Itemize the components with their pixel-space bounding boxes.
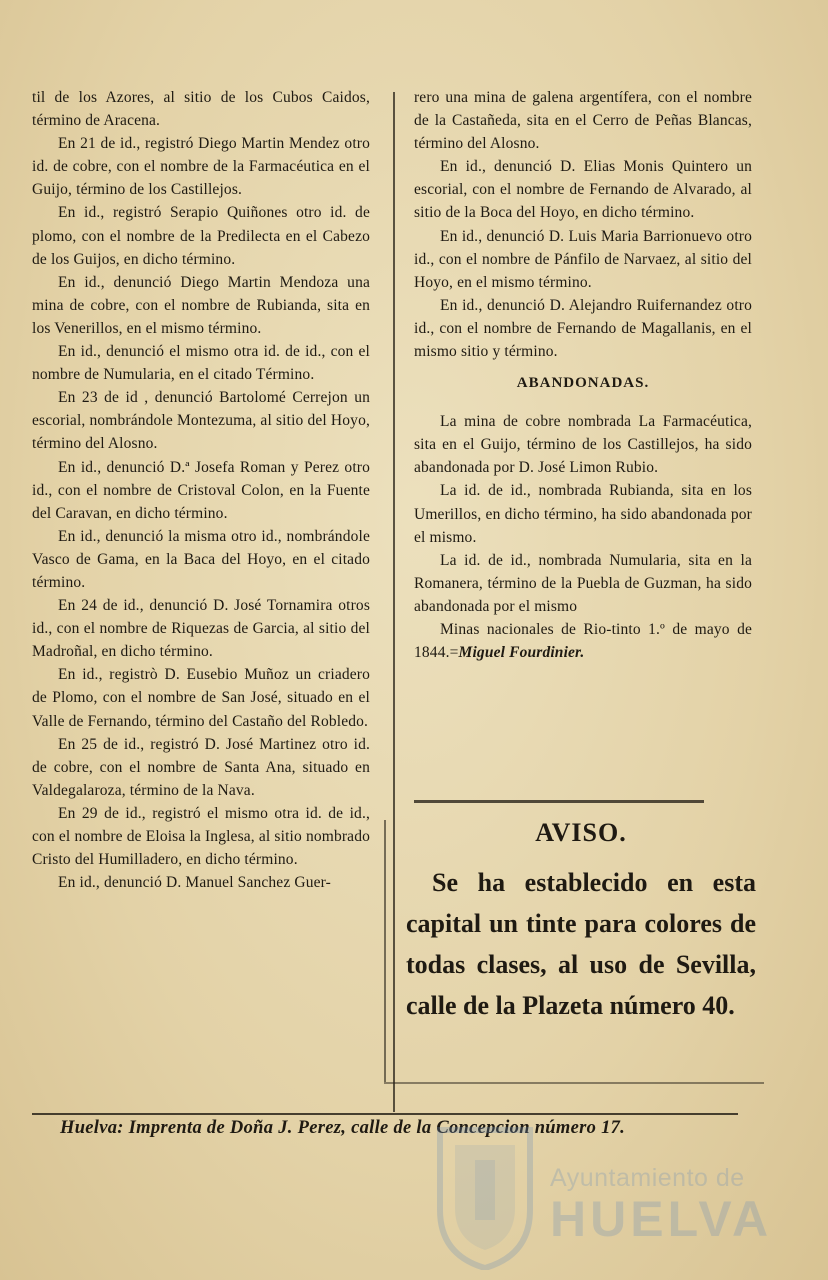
aviso-left-rule: [384, 820, 386, 1082]
left-paragraph: til de los Azores, al sitio de los Cubos Caidos, término de Aracena.: [32, 89, 370, 130]
right-column: [414, 86, 752, 664]
closing-line: [414, 618, 752, 664]
aviso-notice: [406, 818, 756, 1026]
aviso-body: Se ha establecido en esta capital un tinte para colores de todas clases, al uso de Sevilla, calle de la Plazeta número 40.: [406, 868, 756, 1020]
abandoned-paragraph: La id. de id., nombrada Numularia, sita en la Romanera, término de la Puebla de Guzman, ha sido abandonada por el mismo: [414, 551, 752, 615]
footer-rule: [32, 1113, 738, 1115]
abandoned-paragraph: La mina de cobre nombrada La Farmacéutica, sita en el Guijo, término de los Castillejos, ha sido abandonada por D. José Limon Rubio.: [414, 413, 752, 477]
left-paragraph: En 23 de id , denunció Bartolomé Cerrejon un escorial, nombrándole Montezuma, al sitio del Hoyo, término del Alosno.: [32, 389, 370, 453]
right-paragraph: rero una mina de galena argentífera, con el nombre de la Castañeda, sita en el Cerro de Peñas Blancas, término del Alosno.: [414, 89, 752, 153]
left-paragraph: En id., registró Serapio Quiñones otro id. de plomo, con el nombre de la Predilecta en el Cabezo de los Guijos, en dicho término.: [32, 204, 370, 268]
column-divider: [393, 92, 395, 1112]
left-paragraph: En id., denunció D.ª Josefa Roman y Perez otro id., con el nombre de Cristoval Colon, en la Fuente del Caravan, en dicho término.: [32, 458, 370, 522]
section-title-abandonadas: ABANDONADAS.: [516, 375, 650, 392]
left-paragraph: En id., denunció D. Manuel Sanchez Guer-: [58, 874, 331, 892]
right-paragraph: En id., denunció D. Elias Monis Quintero un escorial, con el nombre de Fernando de Alvarado, al sitio de la Boca del Hoyo, en dicho término.: [414, 158, 752, 222]
left-paragraph: En id., registrò D. Eusebio Muñoz un criadero de Plomo, con el nombre de San José, situado en el Valle de Fernando, término del Castaño del Robledo.: [32, 666, 370, 730]
left-paragraph: En 24 de id., denunció D. José Tornamira otros id., con el nombre de Riquezas de Garcia, al sitio del Madroñal, en dicho término.: [32, 597, 370, 661]
left-column: [32, 86, 370, 894]
abandoned-paragraph: La id. de id., nombrada Rubianda, sita en los Umerillos, en dicho término, ha sido abandonada por el mismo.: [414, 482, 752, 546]
left-paragraph: En 29 de id., registró el mismo otra id. de id., con el nombre de Eloisa la Inglesa, al sitio nombrado Cristo del Humilladero, en dicho término.: [32, 804, 370, 869]
watermark: [430, 1120, 800, 1270]
left-paragraph: En id., denunció Diego Martin Mendoza una mina de cobre, con el nombre de Rubianda, sita en los Venerillos, en el mismo término.: [32, 273, 370, 337]
left-paragraph: En 21 de id., registró Diego Martin Mendez otro id. de cobre, con el nombre de la Farmacéutica en el Guijo, término de los Castillejos.: [32, 135, 370, 199]
left-paragraph: En id., denunció el mismo otra id. de id., con el nombre de Numularia, en el citado Término.: [32, 343, 370, 384]
left-paragraph: En 25 de id., registró D. José Martinez otro id. de cobre, con el nombre de Santa Ana, situado en Valdegalaroza, término de la Nava.: [32, 735, 370, 799]
closing-text: Minas nacionales de Rio-tinto 1.º de mayo de 1844.=: [414, 620, 752, 662]
aviso-bottom-rule: [384, 1082, 764, 1084]
footer-imprint: : Imprenta de Doña J. Perez, calle de la Concepcion número 17.: [117, 1118, 626, 1138]
watermark-line1: Ayuntamiento de: [550, 1164, 745, 1192]
aviso-top-rule: [414, 800, 704, 803]
left-paragraph: En id., denunció la misma otro id., nombrándole Vasco de Gama, en la Baca del Hoyo, en el citado término.: [32, 527, 370, 591]
right-paragraph: En id., denunció D. Luis Maria Barrionuevo otro id., con el nombre de Pánfilo de Narvaez, al sitio del Hoyo, en el mismo término.: [414, 227, 752, 291]
watermark-line2: HUELVA: [550, 1191, 773, 1247]
shield-icon: [430, 1120, 540, 1270]
right-paragraph: En id., denunció D. Alejandro Ruifernandez otro id., con el nombre de Fernando de Magallanis, en el mismo sitio y término.: [414, 296, 752, 361]
signature: Miguel Fourdinier.: [458, 644, 585, 662]
footer-city: Huelva: [60, 1118, 118, 1138]
aviso-title: AVISO.: [535, 818, 627, 847]
